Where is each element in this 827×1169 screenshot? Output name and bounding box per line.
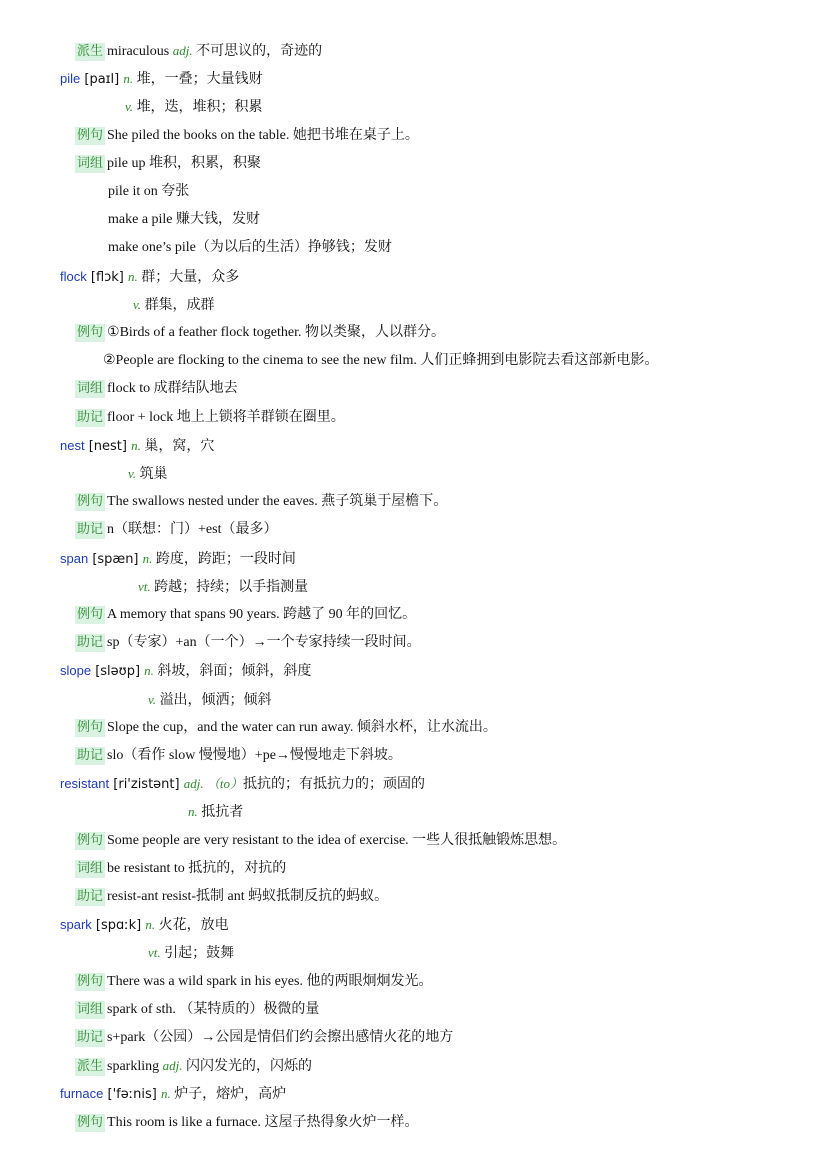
part-of-speech: n.: [144, 663, 154, 678]
part-of-speech: v.: [128, 466, 137, 481]
part-of-speech: n.: [131, 438, 141, 453]
part-of-speech: vt.: [138, 579, 151, 594]
entry-line: [148, 691, 272, 709]
line-text: ②People are flocking to the cinema to see the new film. 人们正蜂拥到电影院去看这部新电影。: [103, 353, 659, 368]
section-tag: 派生: [77, 44, 104, 59]
line-text: 群集，成群: [141, 298, 215, 313]
line-text: There was a wild spark in his eyes. 他的两眼炯炯发光。: [107, 974, 433, 989]
headword: nest: [60, 438, 85, 453]
line-text: pile up 堆积，积累，积聚: [107, 156, 262, 171]
entry-line: [128, 465, 168, 483]
section-tag: 词组: [77, 861, 104, 876]
part-of-speech: n.: [145, 917, 156, 932]
line-text: floor + lock 地上上锁将羊群锁在圈里。: [107, 410, 345, 425]
line-text: be resistant to 抵抗的，对抗的: [107, 861, 287, 876]
line-text: make a pile 赚大钱，发财: [108, 212, 261, 227]
phonetic: [ri'zistənt]: [109, 777, 184, 792]
part-of-speech: v.: [148, 692, 157, 707]
entry-line: [75, 127, 419, 145]
part-of-speech: vt.: [148, 945, 161, 960]
section-tag: 例句: [77, 833, 104, 848]
part-of-speech: n.: [142, 551, 153, 566]
entry-line: [60, 916, 229, 934]
phonetic: [flɔk]: [86, 270, 129, 285]
entry-line: [75, 1001, 319, 1019]
part-of-speech: n.: [128, 269, 138, 284]
entry-line: [108, 239, 392, 257]
headword: resistant: [60, 776, 110, 791]
entry-line: [60, 775, 425, 793]
headword: spark: [60, 917, 92, 932]
entry-line: [75, 973, 432, 991]
section-tag: 助记: [77, 889, 104, 904]
headword: span: [60, 551, 89, 566]
section-tag: 词组: [77, 1002, 104, 1017]
entry-line: [75, 747, 402, 765]
entry-line: [138, 578, 308, 596]
entry-line: [75, 409, 345, 427]
line-text: 抵抗的；有抵抗力的；顽固的: [242, 777, 425, 792]
section-tag: 助记: [77, 522, 104, 537]
section-tag: 派生: [77, 1059, 104, 1074]
part-of-speech: n.: [188, 804, 198, 819]
section-tag: 例句: [77, 720, 104, 735]
line-text: ①Birds of a feather flock together. 物以类聚，人以群分。: [107, 325, 445, 340]
section-tag: 例句: [77, 128, 104, 143]
part-of-speech: adj. （to）: [183, 776, 243, 791]
entry-line: [60, 437, 214, 455]
entry-line: [60, 550, 296, 568]
line-text: 堆，一叠；大量钱财: [133, 72, 263, 87]
entry-line: [108, 211, 260, 229]
entry-line: [60, 662, 311, 680]
line-text: pile it on 夸张: [108, 184, 190, 199]
entry-line: [125, 98, 263, 116]
line-text: 跨度，跨距；一段时间: [152, 552, 296, 567]
entry-line: [75, 634, 421, 652]
line-text: 溢出，倾洒；倾斜: [156, 693, 272, 708]
phonetic: ['fəːnis]: [103, 1087, 161, 1102]
entry-line: [75, 42, 322, 60]
line-text: 堆，迭，堆积；积累: [133, 100, 263, 115]
line-text: A memory that spans 90 years. 跨越了 90 年的回忆。: [107, 607, 417, 622]
line-text: This room is like a furnace. 这屋子热得象火炉一样。: [107, 1115, 419, 1130]
entry-line: [75, 860, 286, 878]
entry-line: [103, 352, 658, 370]
line-text: 筑巢: [136, 467, 168, 482]
part-of-speech: adj.: [172, 43, 193, 58]
entry-line: [75, 888, 388, 906]
line-text: sparkling: [107, 1059, 163, 1074]
entry-line: [75, 1029, 453, 1047]
section-tag: 例句: [77, 607, 104, 622]
section-tag: 例句: [77, 974, 104, 989]
section-tag: 助记: [77, 635, 104, 650]
line-text: spark of sth. （某特质的）极微的量: [107, 1002, 320, 1017]
section-tag: 助记: [77, 748, 104, 763]
line-text: 火花，放电: [155, 918, 229, 933]
headword: pile: [60, 71, 81, 86]
phonetic: [paɪl]: [80, 72, 124, 87]
headword: slope: [60, 663, 92, 678]
line-text: slo（看作 slow 慢慢地）+pe→慢慢地走下斜坡。: [107, 748, 402, 763]
phonetic: [sləʊp]: [91, 664, 145, 679]
section-tag: 例句: [77, 1115, 104, 1130]
entry-line: [60, 70, 263, 88]
line-text: resist-ant resist-抵制 ant 蚂蚁抵制反抗的蚂蚁。: [107, 889, 389, 904]
line-text: Some people are very resistant to the idea of exercise. 一些人很抵触锻炼思想。: [107, 833, 567, 848]
entry-line: [60, 268, 239, 286]
entry-line: [188, 803, 243, 821]
line-text: 斜坡，斜面；倾斜，斜度: [153, 664, 312, 679]
entry-line: [75, 380, 238, 398]
section-tag: 例句: [77, 494, 104, 509]
line-text: flock to 成群结队地去: [107, 381, 238, 396]
entry-line: [75, 521, 277, 539]
section-tag: 例句: [77, 325, 104, 340]
part-of-speech: v.: [125, 99, 134, 114]
line-text: Slope the cup，and the water can run away. 倾斜水杯，让水流出。: [107, 720, 497, 735]
line-text: 炉子，熔炉，高炉: [170, 1087, 287, 1102]
part-of-speech: adj.: [162, 1058, 183, 1073]
part-of-speech: v.: [133, 297, 142, 312]
line-text: sp（专家）+an（一个）→一个专家持续一段时间。: [107, 635, 421, 650]
entry-line: [148, 944, 234, 962]
section-tag: 助记: [77, 1030, 104, 1045]
line-text: n（联想：门）+est（最多）: [107, 522, 278, 537]
section-tag: 词组: [77, 156, 104, 171]
entry-line: [75, 155, 261, 173]
entry-line: [75, 1057, 312, 1075]
phonetic: [spæn]: [88, 552, 143, 567]
phonetic: [spɑːk]: [91, 918, 146, 933]
line-text: 抵抗者: [197, 805, 244, 820]
entry-line: [108, 183, 189, 201]
entry-line: [133, 296, 215, 314]
entry-line: [75, 719, 497, 737]
section-tag: 助记: [77, 410, 104, 425]
line-text: 跨越；持续；以手指测量: [150, 580, 309, 595]
line-text: She piled the books on the table. 她把书堆在桌子上。: [107, 128, 419, 143]
line-text: s+park（公园）→公园是情侣们约会擦出感情火花的地方: [107, 1030, 454, 1045]
entry-line: [75, 832, 566, 850]
line-text: 引起；鼓舞: [160, 946, 235, 961]
entry-line: [75, 493, 447, 511]
part-of-speech: n.: [123, 71, 134, 86]
line-text: miraculous: [107, 44, 173, 59]
entry-line: [75, 324, 445, 342]
line-text: 群；大量，众多: [137, 270, 240, 285]
section-tag: 词组: [77, 381, 104, 396]
line-text: make one’s pile（为以后的生活）挣够钱；发财: [108, 240, 392, 255]
headword: flock: [60, 269, 87, 284]
line-text: 巢，窝，穴: [140, 439, 215, 454]
line-text: The swallows nested under the eaves. 燕子筑巢于屋檐下。: [107, 494, 448, 509]
part-of-speech: n.: [160, 1086, 171, 1101]
phonetic: [nest]: [84, 439, 132, 454]
headword: furnace: [60, 1086, 104, 1101]
entry-line: [75, 1114, 418, 1132]
entry-line: [75, 606, 416, 624]
entry-line: [60, 1085, 286, 1103]
line-text: 不可思议的，奇迹的: [192, 44, 323, 59]
line-text: 闪闪发光的，闪烁的: [182, 1059, 312, 1074]
